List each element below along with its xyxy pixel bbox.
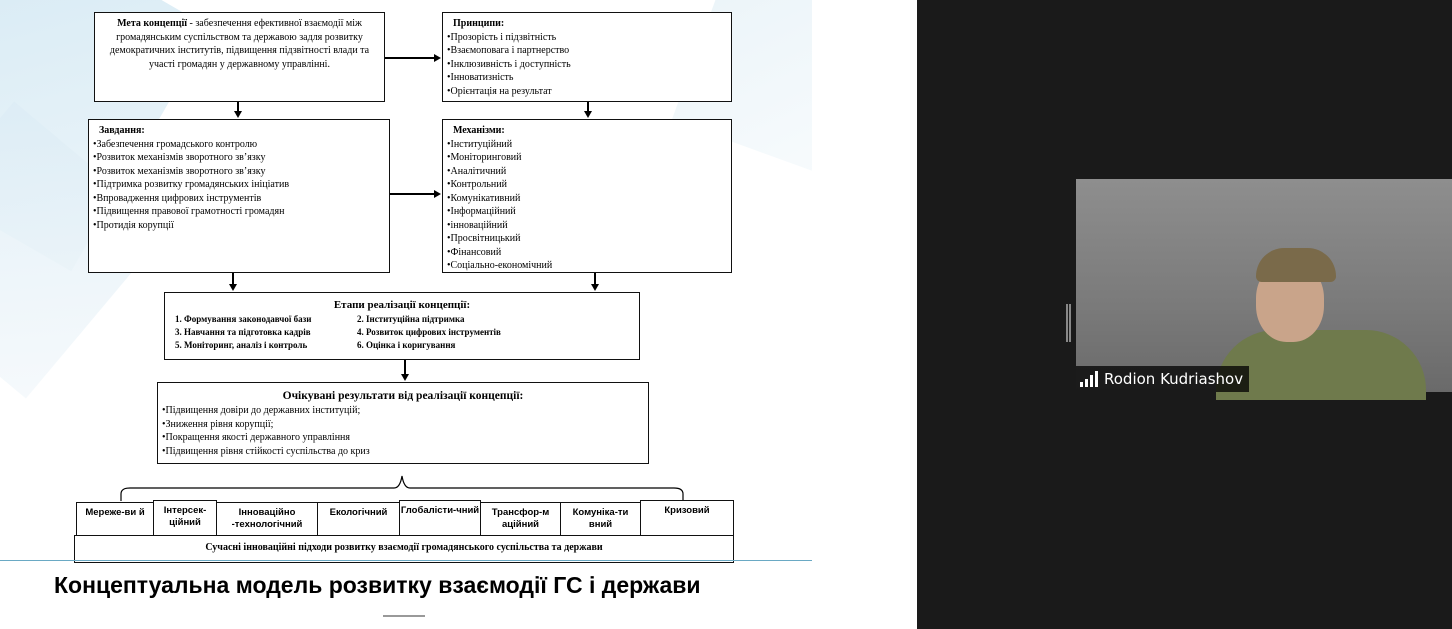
arrow-head: [234, 111, 242, 118]
arrow-head: [229, 284, 237, 291]
mechanism-item: •Комунікативний: [447, 192, 521, 204]
result-item: •Покращення якості державного управління: [162, 432, 350, 443]
principle-item: •Взаємоповага і партнерство: [447, 45, 570, 56]
arrow-head: [584, 111, 592, 118]
slide-progress-indicator: [383, 615, 425, 617]
brace-connector: [118, 470, 686, 502]
task-item: •Розвиток механізмів зворотного зв’язку: [93, 165, 266, 177]
results-label: Очікувані результати від реалізації концепції:: [282, 390, 524, 402]
participant-name: Rodion Kudriashov: [1104, 370, 1244, 388]
stage-item: 5. Моніторинг, аналіз і контроль: [175, 340, 308, 350]
principle-item: •Інклюзивність і доступність: [447, 58, 571, 70]
tasks-label: Завдання:: [99, 125, 145, 136]
mechanism-item: •Соціально-економічний: [447, 260, 553, 271]
stages-box: [164, 292, 640, 360]
arrow-head: [401, 374, 409, 381]
results-box: [157, 382, 649, 464]
result-item: •Підвищення довіри до державних інституцій;: [162, 405, 361, 416]
goal-text: - забезпечення ефективної взаємодії між громадянським суспільством та державою задля розвитку демократичних інститутів, підвищення підзвітності влади та участі громадян у державному управлінні.: [109, 18, 370, 70]
principles-label: Принципи:: [453, 18, 505, 29]
task-item: •Впровадження цифрових інструментів: [93, 192, 262, 204]
stage-item: 1. Формування законодавчої бази: [175, 314, 312, 324]
principle-item: •Орієнтація на результат: [447, 85, 552, 97]
stage-item: 3. Навчання та підготовка кадрів: [175, 327, 311, 337]
task-item: •Протидія корупції: [93, 219, 174, 231]
resize-handle[interactable]: [1066, 304, 1071, 342]
task-item: •Забезпечення громадського контролю: [93, 138, 258, 150]
signal-icon: [1080, 371, 1098, 387]
approach-cell: Екологічний: [317, 502, 400, 536]
mechanism-item: •Інформаційний: [447, 206, 516, 217]
mechanism-item: •Фінансовий: [447, 246, 502, 258]
arrow-head: [591, 284, 599, 291]
arrow-head: [434, 54, 441, 62]
result-item: •Зниження рівня корупції;: [162, 418, 274, 430]
result-item: •Підвищення рівня стійкості суспільства до криз: [162, 445, 370, 457]
mechanism-item: •інноваційний: [447, 219, 508, 231]
tasks-box: [88, 119, 390, 273]
mechanisms-box: [442, 119, 732, 273]
approach-cell: Комуніка-ти вний: [560, 502, 641, 536]
approach-cell: Інноваційно -технологічний: [216, 502, 318, 536]
mechanism-item: •Моніторинговий: [447, 152, 522, 163]
stage-item: 4. Розвиток цифрових інструментів: [357, 327, 501, 337]
stages-label: Етапи реалізації концепції:: [333, 299, 471, 311]
approach-cell: Глобалісти-чний: [399, 500, 481, 536]
arrow-head: [434, 190, 441, 198]
task-item: •Підвищення правової грамотності громадян: [93, 206, 285, 217]
participant-name-tag: [1076, 366, 1249, 392]
arrow-connector: [390, 193, 435, 195]
approach-cell: Кризовий: [640, 500, 734, 536]
principle-item: •Прозорість і підзвітність: [447, 31, 557, 43]
task-item: •Підтримка розвитку громадянських ініціатив: [93, 179, 290, 190]
approaches-caption: Сучасні інноваційні підходи розвитку взаємодії громадянського суспільства та держави: [74, 535, 734, 563]
approach-cell: Інтерсек-ційний: [153, 500, 217, 536]
stage-item: 2. Інституційна підтримка: [357, 314, 465, 324]
mechanism-item: •Просвітницький: [447, 233, 521, 244]
mechanisms-label: Механізми:: [453, 125, 505, 136]
principles-box: [442, 12, 732, 102]
arrow-connector: [385, 57, 435, 59]
goal-label: Мета концепції: [117, 18, 188, 29]
task-item: •Розвиток механізмів зворотного зв’язку: [93, 152, 266, 163]
mechanism-item: •Контрольний: [447, 179, 507, 190]
approach-cell: Трансфор-м аційний: [480, 502, 561, 536]
goal-box: [94, 12, 385, 102]
slide-title: Концептуальна модель розвитку взаємодії ГС і держави: [54, 572, 701, 598]
arrow-connector: [404, 360, 406, 375]
approach-cell: Мереже-ви й: [76, 502, 154, 536]
principle-item: •Інноватизність: [447, 72, 514, 83]
mechanism-item: •Інституційний: [447, 138, 513, 150]
participant-cap: [1256, 248, 1336, 282]
mechanism-item: •Аналітичний: [447, 165, 507, 177]
stage-item: 6. Оцінка і коригування: [357, 340, 456, 350]
